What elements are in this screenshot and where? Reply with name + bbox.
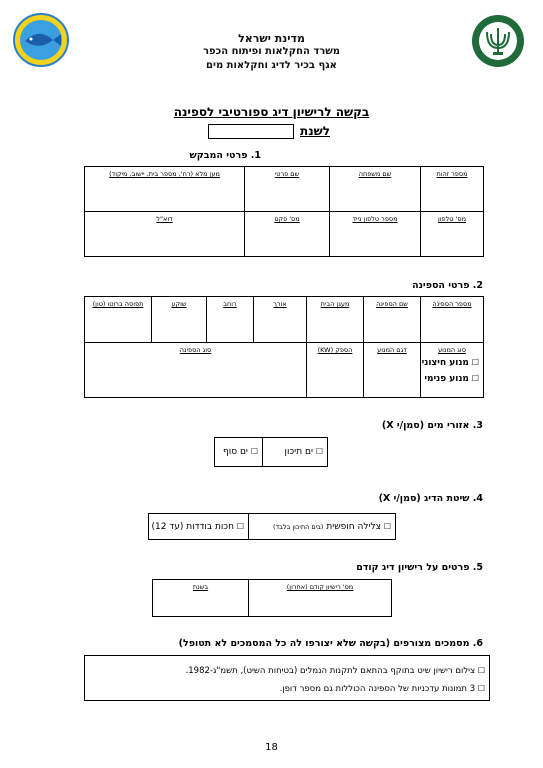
email-cell[interactable]: דוא"ל [85,212,245,257]
mediterranean-checkbox[interactable]: ☐ [315,447,323,456]
tonnage-cell[interactable]: תפוסה ברוטו (טון) [85,297,152,343]
vessel-number-cell[interactable]: מספר הספינה [421,297,484,343]
boat-license-item: צילום רישיון שיט בתוקף בהתאם לתקנות הנמלים (בטיחות השיט), תשמ"ג-1982. [185,666,476,676]
documents-cell [85,656,490,701]
vessel-table [84,296,484,398]
section1-title: 1. פרטי המבקש [189,150,261,161]
applicant-table [84,166,484,257]
section4-title: 4. שיטת הדיג (סמן/י X) [378,493,483,504]
year-input[interactable] [208,124,294,139]
home-port-cell[interactable]: מעגן הבית [307,297,364,343]
inboard-checkbox[interactable]: ☐ [471,374,479,383]
header-ministry: משרד החקלאות ופיתוח הכפר [202,46,341,57]
engine-model-cell[interactable]: דגם המנוע [364,343,421,398]
freediving-option[interactable]: ☐ צלילה חופשית (בים התיכון בלבד) [249,514,396,540]
single-rods-checkbox[interactable]: ☐ [236,521,244,531]
length-cell[interactable]: אורך [254,297,307,343]
outboard-label: מנוע חיצוני [421,358,469,368]
previous-license-table [152,579,392,617]
inboard-label: מנוע פנימי [424,374,469,384]
page-number: 18 [265,742,278,753]
photos-checkbox[interactable]: ☐ [477,684,485,693]
boat-license-checkbox[interactable]: ☐ [477,666,485,675]
width-cell[interactable]: רוחב [207,297,254,343]
address-cell[interactable]: מען מלא (רח', מספר בית, יישוב, מיקוד) [85,167,245,212]
outboard-checkbox[interactable]: ☐ [471,358,479,367]
vessel-name-cell[interactable]: שם הספינה [364,297,421,343]
year-label: לשנת [300,124,330,138]
header-department: אגף בכיר לדיג וחקלאות מים [206,60,337,71]
freediving-checkbox[interactable]: ☐ [383,521,391,531]
fax-cell[interactable]: מס' פקס [245,212,330,257]
mediterranean-option[interactable]: ☐ ים תיכון [263,438,328,467]
section5-title: 5. פרטים על רישיון דיג קודם [356,562,483,573]
mobile-cell[interactable]: מספר טלפון נייד [330,212,421,257]
form-title: בקשה לרישיון דיג ספורטיבי לספינה [173,105,370,119]
license-year-cell[interactable]: בשנת [153,580,249,617]
engine-type-cell: סוג המנוע ☐ מנוע חיצוני ☐ מנוע פנימי [421,343,484,398]
single-rods-option[interactable]: ☐ חכות בודדות (עד 12) [149,514,249,540]
water-areas-table [214,437,328,467]
fishing-method-table [148,513,396,540]
section2-title: 2. פרטי הספינה [412,280,483,291]
red-sea-option[interactable]: ☐ ים סוף [215,438,263,467]
draft-cell[interactable]: שוקע [152,297,207,343]
red-sea-checkbox[interactable]: ☐ [250,447,258,456]
id-number-cell[interactable]: מספר זהות [421,167,484,212]
section6-title: 6. מסמכים מצורפים (בקשה שלא יצורפו לה כל המסמכים לא תטופל) [178,638,483,649]
power-cell[interactable]: הספק (KW) [307,343,364,398]
documents-table [84,655,490,701]
first-name-cell[interactable]: שם פרטי [245,167,330,212]
previous-license-cell[interactable]: מס' רישיון קודם (אחרון) [249,580,392,617]
section3-title: 3. אזורי מים (סמן/י X) [381,420,483,431]
vessel-type-cell[interactable]: סוג הספינה [85,343,307,398]
phone-cell[interactable]: מס' טלפון [421,212,484,257]
last-name-cell[interactable]: שם משפחה [330,167,421,212]
header-country: מדינת ישראל [238,32,305,45]
photos-item: 3 תמונות עדכניות של הספינה הכוללות גם מספר דופן. [279,684,476,694]
